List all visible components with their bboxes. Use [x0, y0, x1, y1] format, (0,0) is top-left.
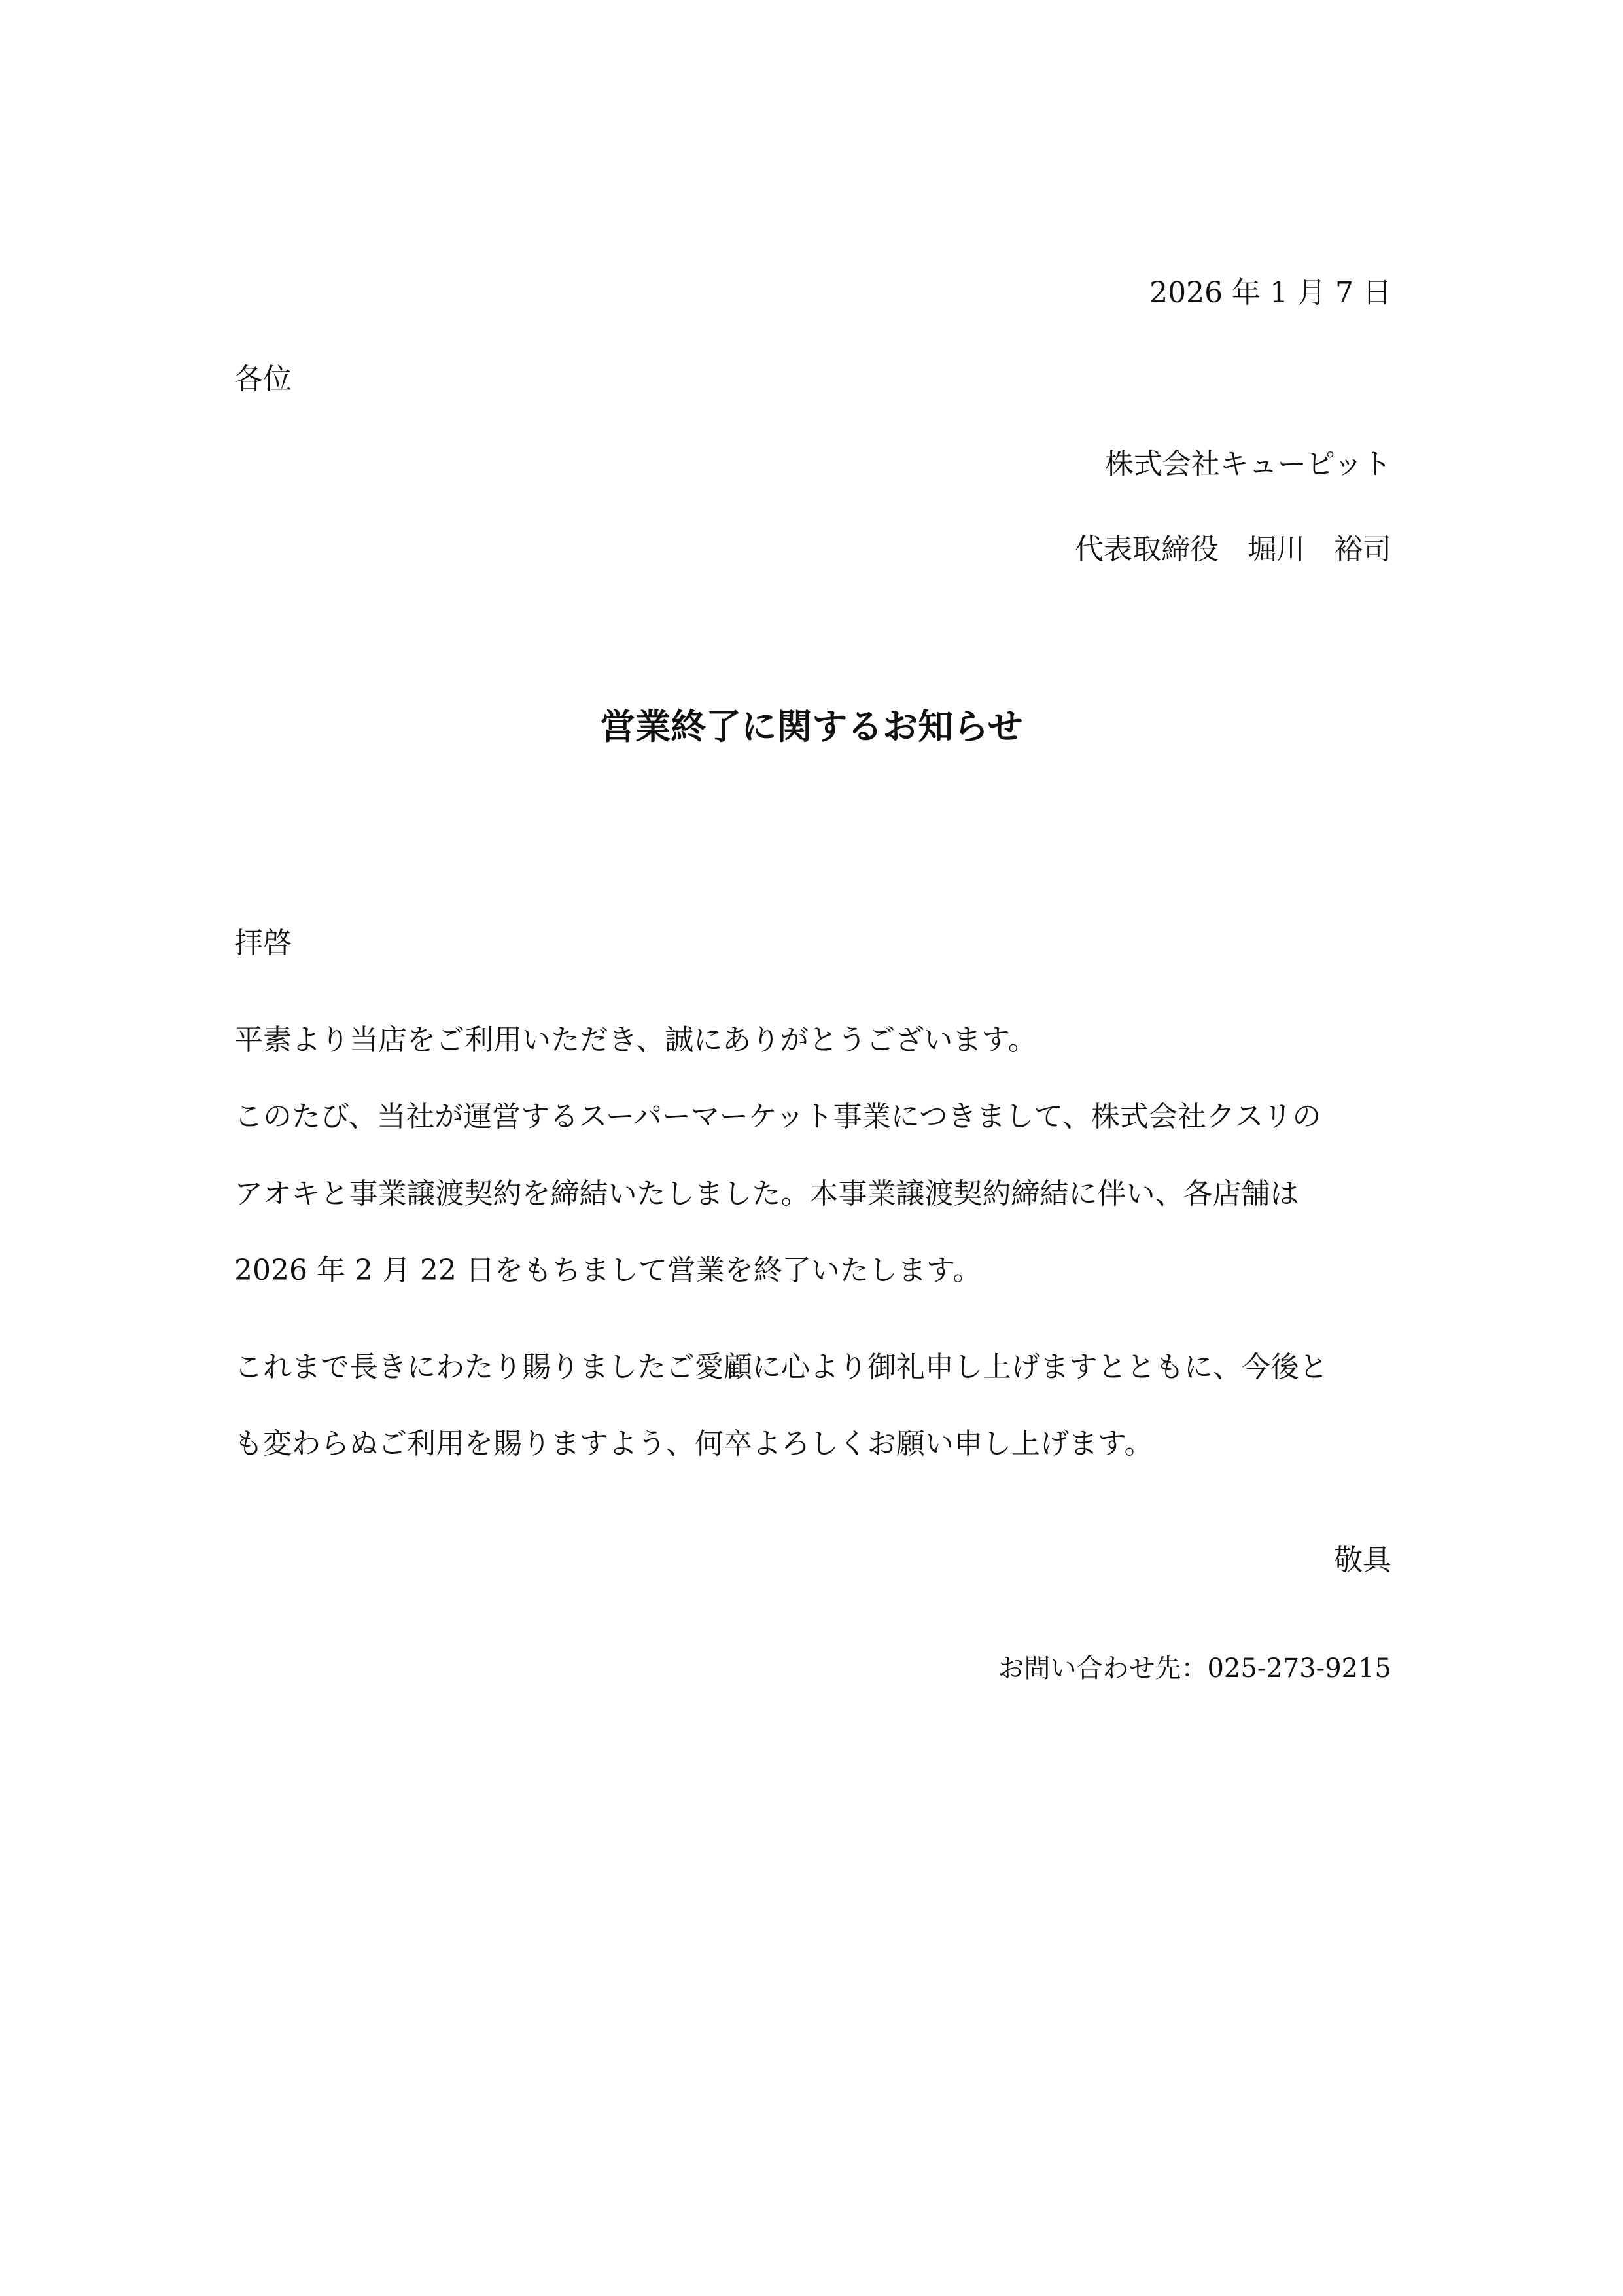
addressee: 各位 — [234, 362, 292, 396]
body-line: も変わらぬご利用を賜りますよう、何卒よろしくお願い申し上げます。 — [234, 1427, 1153, 1460]
body-line: 2026 年 2 月 22 日をもちまして営業を終了いたします。 — [234, 1254, 982, 1287]
body-line: 平素より当店をご利用いただき、誠にありがとうございます。 — [234, 1023, 1037, 1057]
company-name: 株式会社キューピット — [1104, 448, 1391, 481]
document-title: 営業終了に関するお知らせ — [600, 705, 1023, 747]
body-line: このたび、当社が運営するスーパーマーケット事業につきまして、株式会社クスリの — [234, 1100, 1321, 1133]
salutation: 拝啓 — [234, 927, 292, 960]
contact-info: お問い合わせ先：025-273-9215 — [998, 1653, 1391, 1684]
body-line: アオキと事業譲渡契約を締結いたしました。本事業譲渡契約締結に伴い、各店舗は — [234, 1177, 1299, 1210]
closing: 敬具 — [1334, 1544, 1391, 1577]
body-line: これまで長きにわたり賜りましたご愛顧に心より御礼申し上げますとともに、今後と — [234, 1351, 1328, 1384]
representative-name: 代表取締役 堀川 裕司 — [1075, 533, 1391, 566]
document-date: 2026 年 1 月 7 日 — [1149, 276, 1391, 309]
